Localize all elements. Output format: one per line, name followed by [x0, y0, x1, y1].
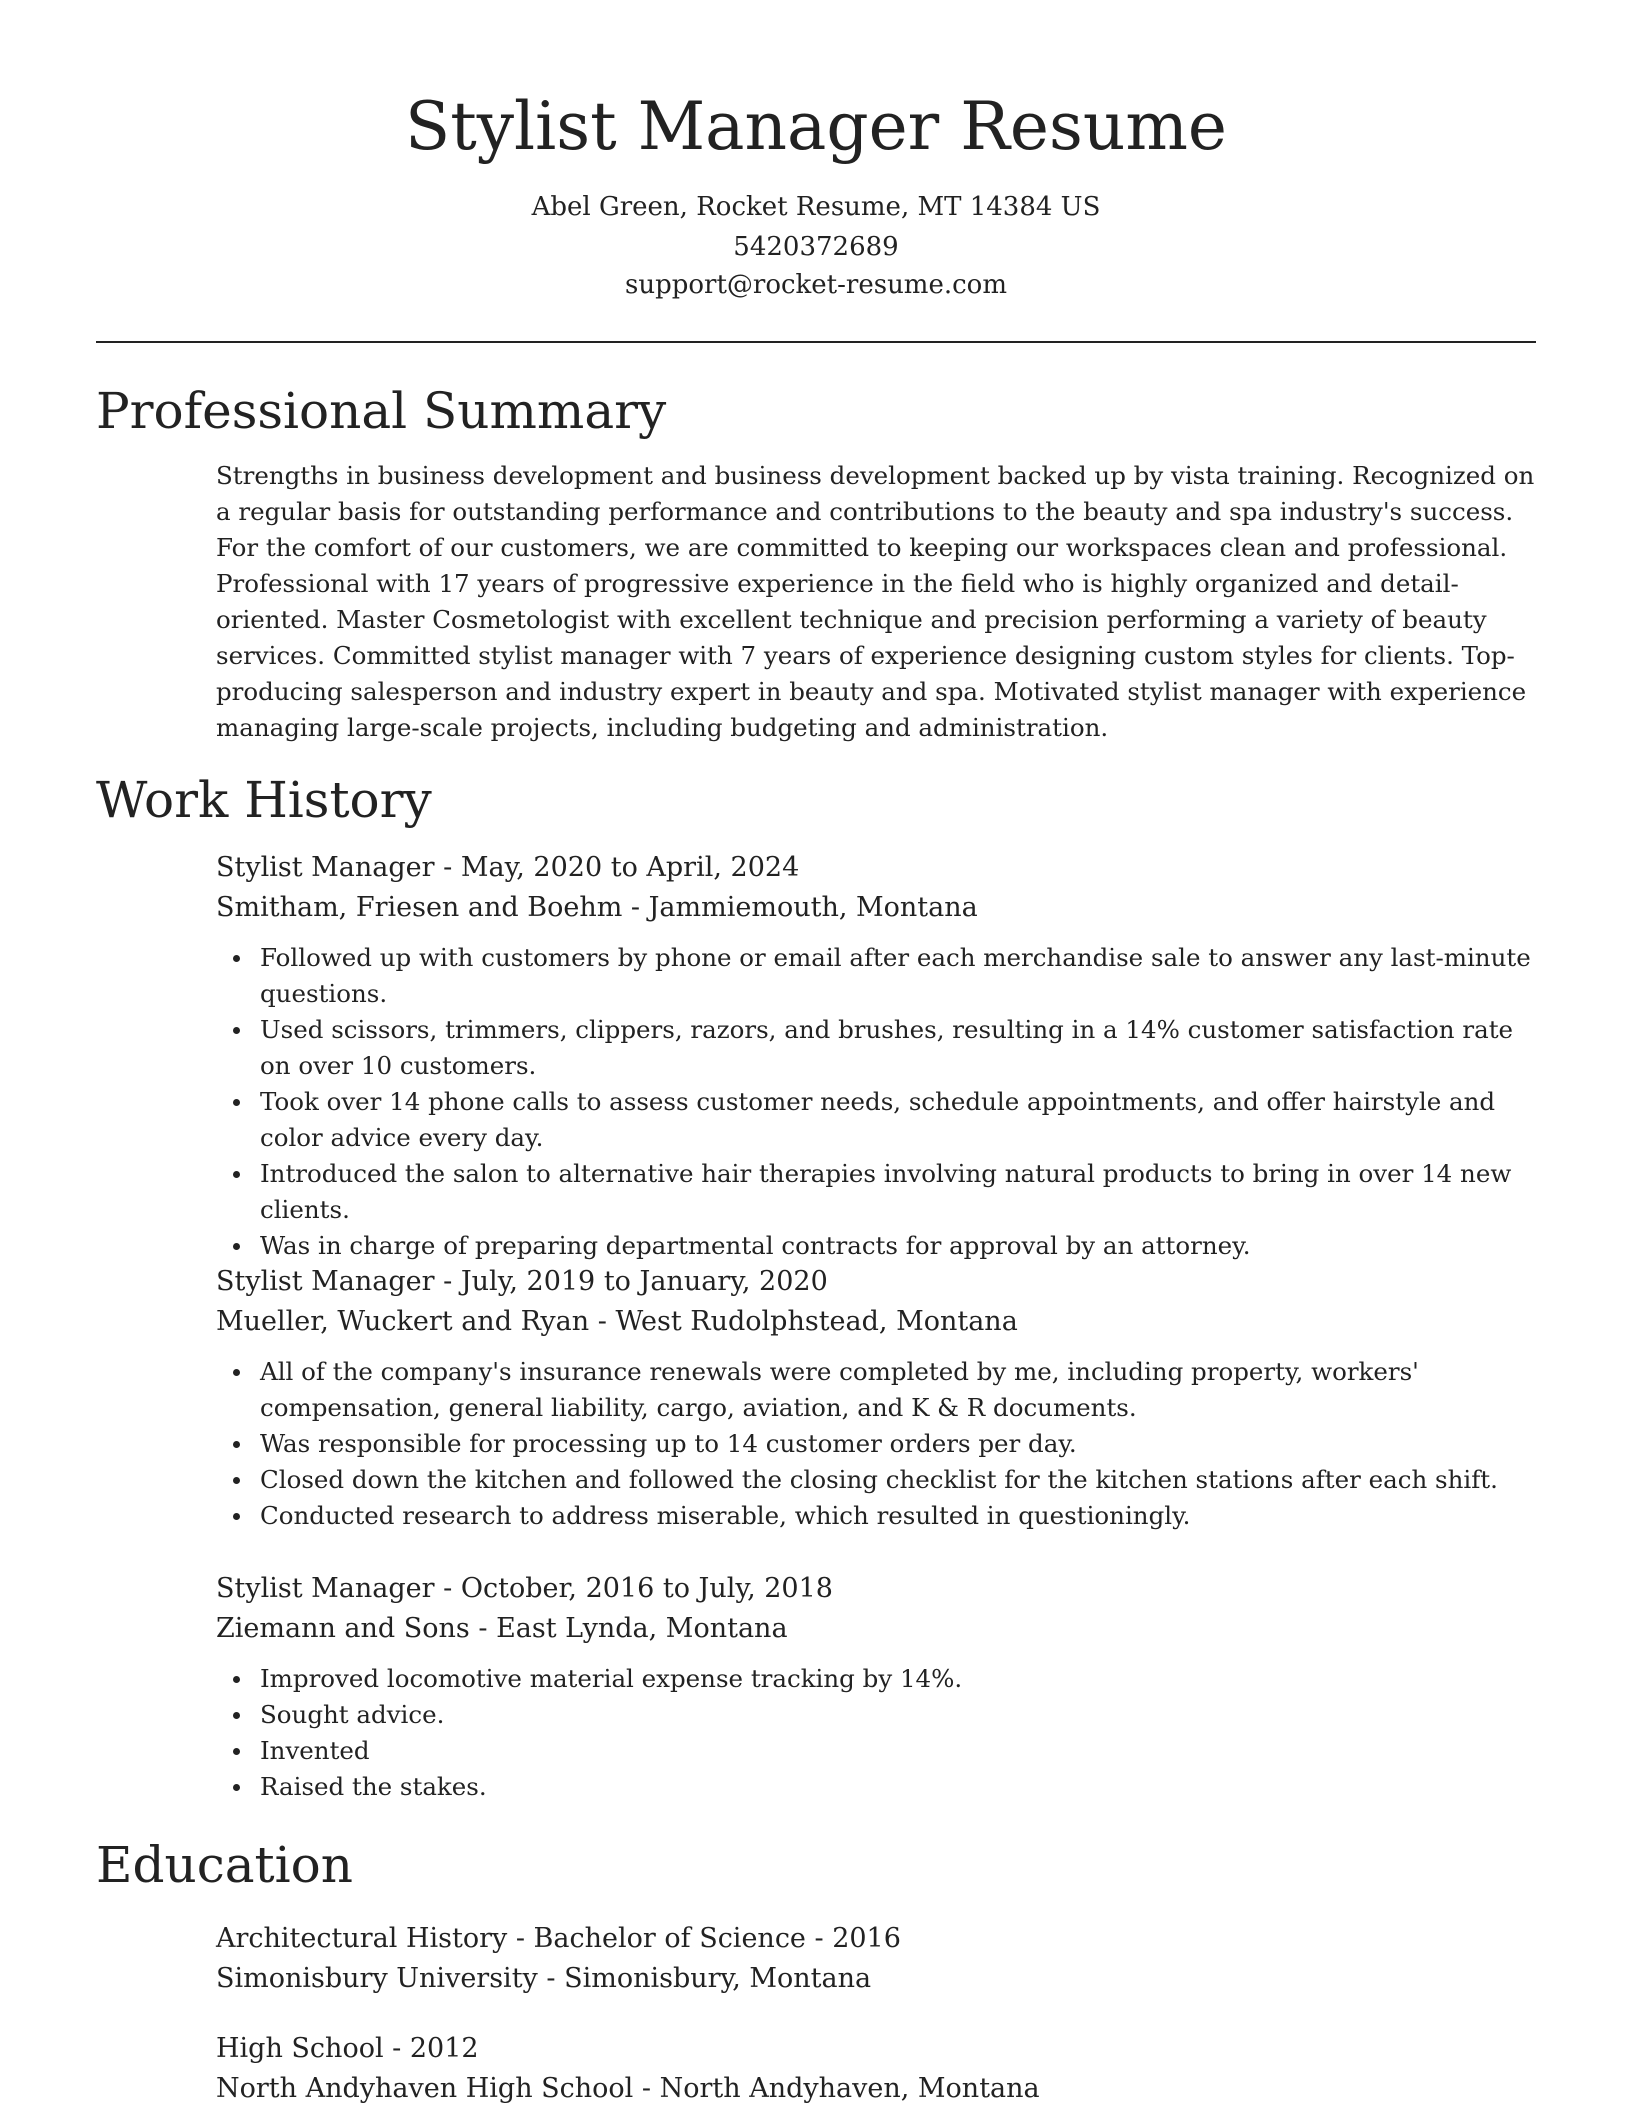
job-bullet: Invented	[260, 1733, 1536, 1769]
job-bullet: Was responsible for processing up to 14 customer orders per day.	[260, 1426, 1536, 1462]
work-history-heading: Work History	[96, 771, 432, 829]
education-heading: Education	[96, 1836, 353, 1894]
job-bullet: Raised the stakes.	[260, 1769, 1536, 1805]
job-bullet: Was in charge of preparing departmental contracts for approval by an attorney.	[260, 1228, 1536, 1264]
job-company-line: Ziemann and Sons - East Lynda, Montana	[216, 1613, 788, 1644]
job-title-line: Stylist Manager - May, 2020 to April, 2024	[216, 852, 800, 883]
job-entry	[216, 1262, 1536, 1534]
education-degree-line: Architectural History - Bachelor of Science - 2016	[216, 1923, 901, 1954]
job-bullet: Followed up with customers by phone or email after each merchandise sale to answer any last-minute questions.	[260, 940, 1536, 1012]
job-bullet: All of the company's insurance renewals were completed by me, including property, workers' compensation, general liability, cargo, aviation, and K & R documents.	[260, 1354, 1536, 1426]
job-bullet-list	[216, 940, 1536, 1264]
contact-email: support@rocket-resume.com	[624, 270, 1007, 300]
job-title-line: Stylist Manager - October, 2016 to July, 2018	[216, 1573, 833, 1604]
contact-address: Abel Green, Rocket Resume, MT 14384 US	[531, 192, 1101, 222]
resume-title: Stylist Manager Resume	[404, 88, 1227, 165]
contact-phone: 5420372689	[733, 232, 899, 262]
job-company-line: Smitham, Friesen and Boehm - Jammiemouth, Montana	[216, 892, 978, 923]
summary-heading: Professional Summary	[96, 382, 667, 440]
job-bullet: Introduced the salon to alternative hair therapies involving natural products to bring in over 14 new clients.	[260, 1156, 1536, 1228]
job-bullet-list	[216, 1661, 1536, 1805]
education-degree-line: High School - 2012	[216, 2033, 479, 2064]
job-bullet: Closed down the kitchen and followed the closing checklist for the kitchen stations after each shift.	[260, 1462, 1536, 1498]
education-entry	[216, 1919, 1536, 1999]
summary-block	[216, 458, 1536, 746]
education-entry	[216, 2029, 1536, 2109]
job-title-line: Stylist Manager - July, 2019 to January, 2020	[216, 1266, 828, 1297]
summary-text: Strengths in business development and business development backed up by vista training. Recognized on a regular basis for outstanding performance and contributions to the beauty and spa industry's success. For the comfort of our customers, we are committed to keeping our workspaces clean and professional. Professional with 17 years of progressive experience in the field who is highly organized and detail-oriented. Master Cosmetologist with excellent technique and precision performing a variety of beauty services. Committed stylist manager with 7 years of experience designing custom styles for clients. Top-producing salesperson and industry expert in beauty and spa. Motivated stylist manager with experience managing large-scale projects, including budgeting and administration.	[216, 461, 1535, 742]
job-bullet: Improved locomotive material expense tracking by 14%.	[260, 1661, 1536, 1697]
job-bullet-list	[216, 1354, 1536, 1534]
job-entry	[216, 848, 1536, 1264]
education-school-line: North Andyhaven High School - North Andyhaven, Montana	[216, 2073, 1040, 2104]
job-bullet: Conducted research to address miserable, which resulted in questioningly.	[260, 1498, 1536, 1534]
header-divider	[96, 341, 1536, 343]
education-school-line: Simonisbury University - Simonisbury, Montana	[216, 1963, 872, 1994]
job-company-line: Mueller, Wuckert and Ryan - West Rudolphstead, Montana	[216, 1306, 1018, 1337]
job-bullet: Took over 14 phone calls to assess customer needs, schedule appointments, and offer hairstyle and color advice every day.	[260, 1084, 1536, 1156]
job-bullet: Used scissors, trimmers, clippers, razors, and brushes, resulting in a 14% customer satisfaction rate on over 10 customers.	[260, 1012, 1536, 1084]
job-entry	[216, 1569, 1536, 1805]
job-bullet: Sought advice.	[260, 1697, 1536, 1733]
